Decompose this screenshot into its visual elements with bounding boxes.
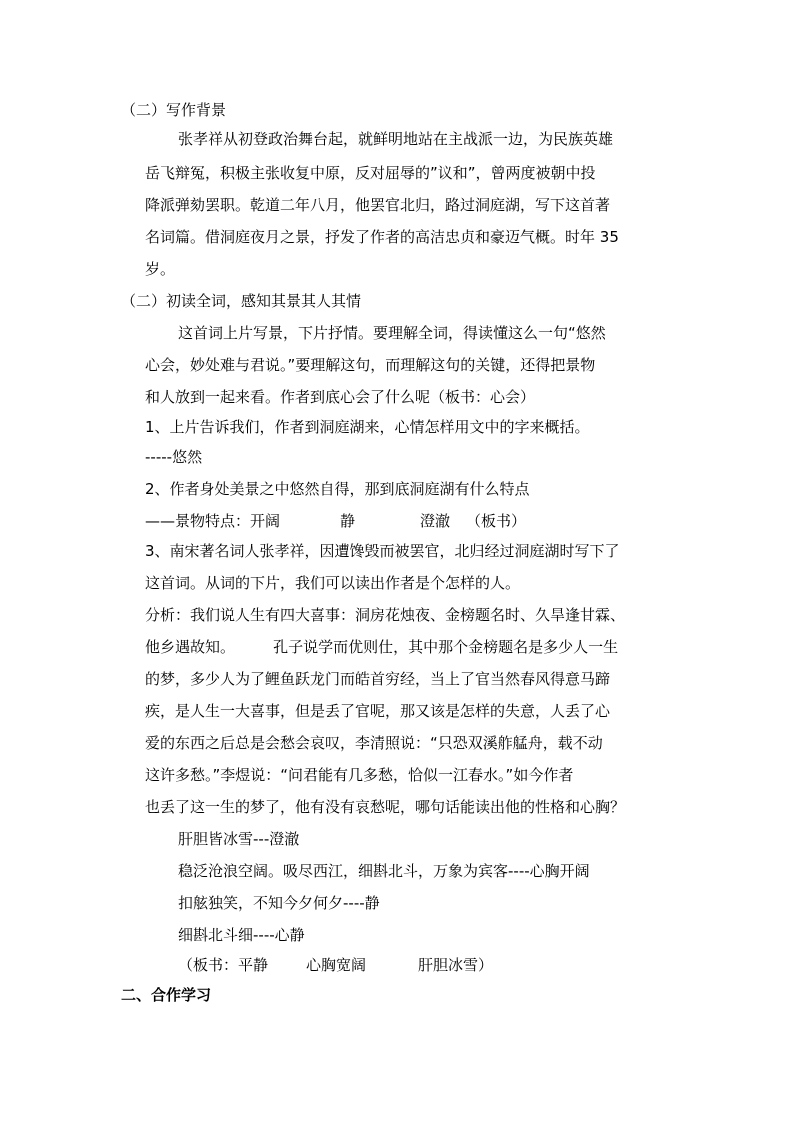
quote-line-3: 扣舷独笑，不知今夕何夕----静 <box>178 894 380 912</box>
quote-line-2: 稳泛沧浪空阔。吸尽西江，细斟北斗，万象为宾客----心胸开阔 <box>178 862 590 880</box>
intro-line-2: 心会，妙处难与君说。”要理解这句，而理解这句的关键，还得把景物 <box>145 356 596 374</box>
answer-1: -----悠然 <box>145 448 203 466</box>
analysis-line-5: 爱的东西之后总是会愁会哀叹，李清照说：“只恐双溪舴艋舟，载不动 <box>145 734 603 752</box>
background-line-2: 岳飞辩冤，积极主张收复中原，反对屈辱的”议和”，曾两度被朝中投 <box>145 164 596 182</box>
answer-2-item-still: 静 <box>340 512 356 530</box>
quote-line-1: 肝胆皆冰雪---澄澈 <box>178 830 300 848</box>
analysis-line-6: 这许多愁。”李煜说：“问君能有几多愁，恰似一江春水。”如今作者 <box>145 766 574 784</box>
board-summary-prefix: （板书：平静 <box>178 956 269 974</box>
background-line-5: 岁。 <box>145 260 176 278</box>
question-3-line-2: 这首词。从词的下片，我们可以读出作者是个怎样的人。 <box>145 574 521 592</box>
quote-line-4: 细斟北斗细----心静 <box>178 926 305 944</box>
heading-writing-background: （二）写作背景 <box>121 101 227 119</box>
intro-line-1: 这首词上片写景，下片抒情。要理解全词，得读懂这么一句“悠然 <box>178 324 606 342</box>
board-summary-item-ice: 肝胆冰雪） <box>418 956 494 974</box>
board-summary-item-broad: 心胸宽阔 <box>306 956 367 974</box>
answer-2-item-clear: 澄澈 <box>420 512 451 530</box>
analysis-line-4: 疾，是人生一大喜事，但是丢了官呢，那又该是怎样的失意，人丢了心 <box>145 702 611 720</box>
analysis-line-2: 他乡遇故知。 孔子说学而优则仕，其中那个金榜题名是多少人一生 <box>145 638 619 656</box>
analysis-line-3: 的梦，多少人为了鲤鱼跃龙门而皓首穷经，当上了官当然春风得意马蹄 <box>145 670 611 688</box>
heading-cooperative-learning: 二、合作学习 <box>121 986 212 1004</box>
intro-line-3: 和人放到一起来看。作者到底心会了什么呢（板书：心会） <box>145 388 536 406</box>
background-line-1: 张孝祥从初登政治舞台起，就鲜明地站在主战派一边，为民族英雄 <box>178 130 614 148</box>
answer-2-board-note: （板书） <box>466 512 527 530</box>
question-3-line-1: 3、南宋著名词人张孝祥，因遭馋毁而被罢官，北归经过洞庭湖时写下了 <box>145 542 620 560</box>
analysis-line-1: 分析：我们说人生有四大喜事：洞房花烛夜、金榜题名时、久旱逢甘霖、 <box>145 606 626 624</box>
background-line-4: 名词篇。借洞庭夜月之景，抒发了作者的高洁忠贞和豪迈气概。时年 35 <box>145 228 619 246</box>
background-line-3: 降派弹劾罢职。乾道二年八月，他罢官北归，路过洞庭湖，写下这首著 <box>145 196 611 214</box>
heading-initial-reading: （二）初读全词，感知其景其人其情 <box>121 292 362 310</box>
answer-2-prefix: ——景物特点：开阔 <box>145 512 281 530</box>
question-1: 1、上片告诉我们，作者到洞庭湖来，心情怎样用文中的字来概括。 <box>145 418 590 436</box>
question-2: 2、作者身处美景之中悠然自得，那到底洞庭湖有什么特点 <box>145 480 530 498</box>
analysis-line-7: 也丢了这一生的梦了，他有没有哀愁呢，哪句话能读出他的性格和心胸？ <box>145 798 626 816</box>
